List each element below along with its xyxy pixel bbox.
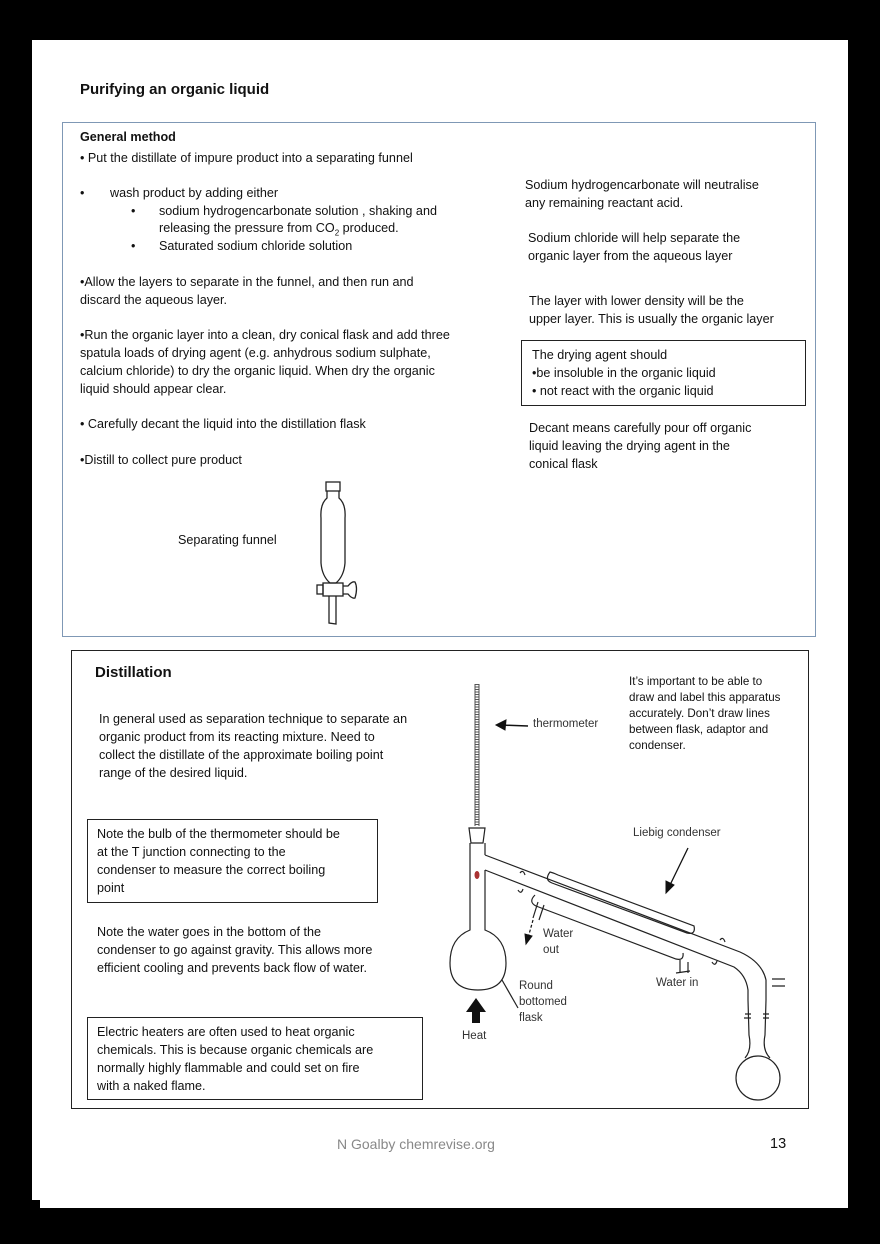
method-step-4d: liquid should appear clear.: [80, 382, 227, 396]
method-substep-1a: sodium hydrogencarbonate solution , shaking and: [159, 204, 437, 218]
page-title: Purifying an organic liquid: [80, 81, 270, 98]
bulb-note-2: at the T junction connecting to the: [97, 845, 286, 859]
method-step-4b: spatula loads of drying agent (e.g. anhydrous sodium sulphate,: [80, 346, 431, 360]
heat-arrow-icon: [466, 998, 486, 1023]
subscript: 2: [334, 228, 340, 238]
method-step-2: wash product by adding either: [110, 186, 279, 200]
water-out-label-2: out: [543, 944, 559, 956]
heater-note-3: normally highly flammable and could set on fire: [97, 1061, 360, 1075]
decant-note-1: Decant means carefully pour off organic: [529, 421, 752, 435]
water-out-label-1: Water: [543, 928, 574, 940]
decant-note-2: liquid leaving the drying agent in the: [529, 439, 730, 453]
drying-agent-line-2: •be insoluble in the organic liquid: [532, 366, 716, 380]
separating-funnel-label: Separating funnel: [178, 533, 277, 547]
thermometer-label: thermometer: [533, 718, 599, 730]
water-note-1: Note the water goes in the bottom of the: [97, 925, 322, 939]
bullet: •: [80, 186, 85, 200]
method-step-3a: •Allow the layers to separate in the funnel, and then run and: [80, 275, 414, 289]
note-nacl-1: Sodium chloride will help separate the: [528, 231, 741, 245]
footer-attribution: N Goalby chemrevise.org: [337, 1136, 495, 1152]
bullet: •: [131, 239, 136, 253]
important-note-4: between flask, adaptor and: [629, 723, 769, 736]
important-note-5: condenser.: [629, 739, 686, 752]
thermometer-bulb-icon: [475, 871, 480, 879]
decant-note-3: conical flask: [529, 457, 598, 471]
drying-agent-line-3: • not react with the organic liquid: [532, 384, 714, 398]
note-density-2: upper layer. This is usually the organic layer: [529, 312, 774, 326]
important-note-1: It’s important to be able to: [629, 675, 763, 688]
general-method-heading: General method: [80, 130, 176, 144]
rbf-label-1: Round: [519, 980, 553, 992]
liebig-condenser-label: Liebig condenser: [633, 827, 721, 839]
method-step-6: •Distill to collect pure product: [80, 453, 242, 467]
heater-note-2: chemicals. This is because organic chemicals are: [97, 1043, 374, 1057]
drying-agent-line-1: The drying agent should: [532, 348, 668, 362]
method-step-4c: calcium chloride) to dry the organic liquid. When dry the organic: [80, 364, 435, 378]
distillation-intro-1: In general used as separation technique to separate an: [99, 712, 408, 726]
bulb-note-1: Note the bulb of the thermometer should be: [97, 827, 340, 841]
page-number: 13: [770, 1136, 787, 1152]
heater-note-1: Electric heaters are often used to heat organic: [97, 1025, 355, 1039]
method-step-4a: •Run the organic layer into a clean, dry conical flask and add three: [80, 328, 450, 342]
important-note-3: accurately. Don’t draw lines: [629, 707, 770, 720]
heat-label: Heat: [462, 1030, 487, 1042]
rbf-label-2: bottomed: [519, 996, 567, 1008]
bulb-note-4: point: [97, 881, 125, 895]
method-step-5: • Carefully decant the liquid into the distillation flask: [80, 417, 366, 431]
distillation-intro-3: collect the distillate of the approximate boiling point: [99, 748, 384, 762]
method-step-1: • Put the distillate of impure product into a separating funnel: [80, 151, 413, 165]
method-step-3b: discard the aqueous layer.: [80, 293, 228, 307]
distillation-heading: Distillation: [95, 664, 172, 681]
bulb-note-3: condenser to measure the correct boiling: [97, 863, 326, 877]
separating-funnel-icon: [300, 478, 370, 628]
distillation-intro-4: range of the desired liquid.: [99, 766, 248, 780]
note-density-1: The layer with lower density will be the: [529, 294, 744, 308]
distillation-intro-2: organic product from its reacting mixture. Need to: [99, 730, 375, 744]
note-bicarbonate-1: Sodium hydrogencarbonate will neutralise: [525, 178, 759, 192]
note-bicarbonate-2: any remaining reactant acid.: [525, 196, 684, 210]
co2-text: releasing the pressure from CO: [159, 221, 335, 235]
water-in-label: Water in: [656, 977, 699, 989]
note-nacl-2: organic layer from the aqueous layer: [528, 249, 733, 263]
water-note-2: condenser to go against gravity. This allows more: [97, 943, 373, 957]
produced-text: produced.: [339, 221, 399, 235]
rbf-label-3: flask: [519, 1012, 543, 1024]
heater-note-4: with a naked flame.: [97, 1079, 206, 1093]
bullet: •: [131, 204, 136, 218]
water-note-3: efficient cooling and prevents back flow of water.: [97, 961, 367, 975]
distillation-apparatus-diagram: [440, 680, 790, 1075]
method-substep-2: Saturated sodium chloride solution: [159, 239, 353, 253]
important-note-2: draw and label this apparatus: [629, 691, 781, 704]
page-edge: [32, 1200, 40, 1208]
